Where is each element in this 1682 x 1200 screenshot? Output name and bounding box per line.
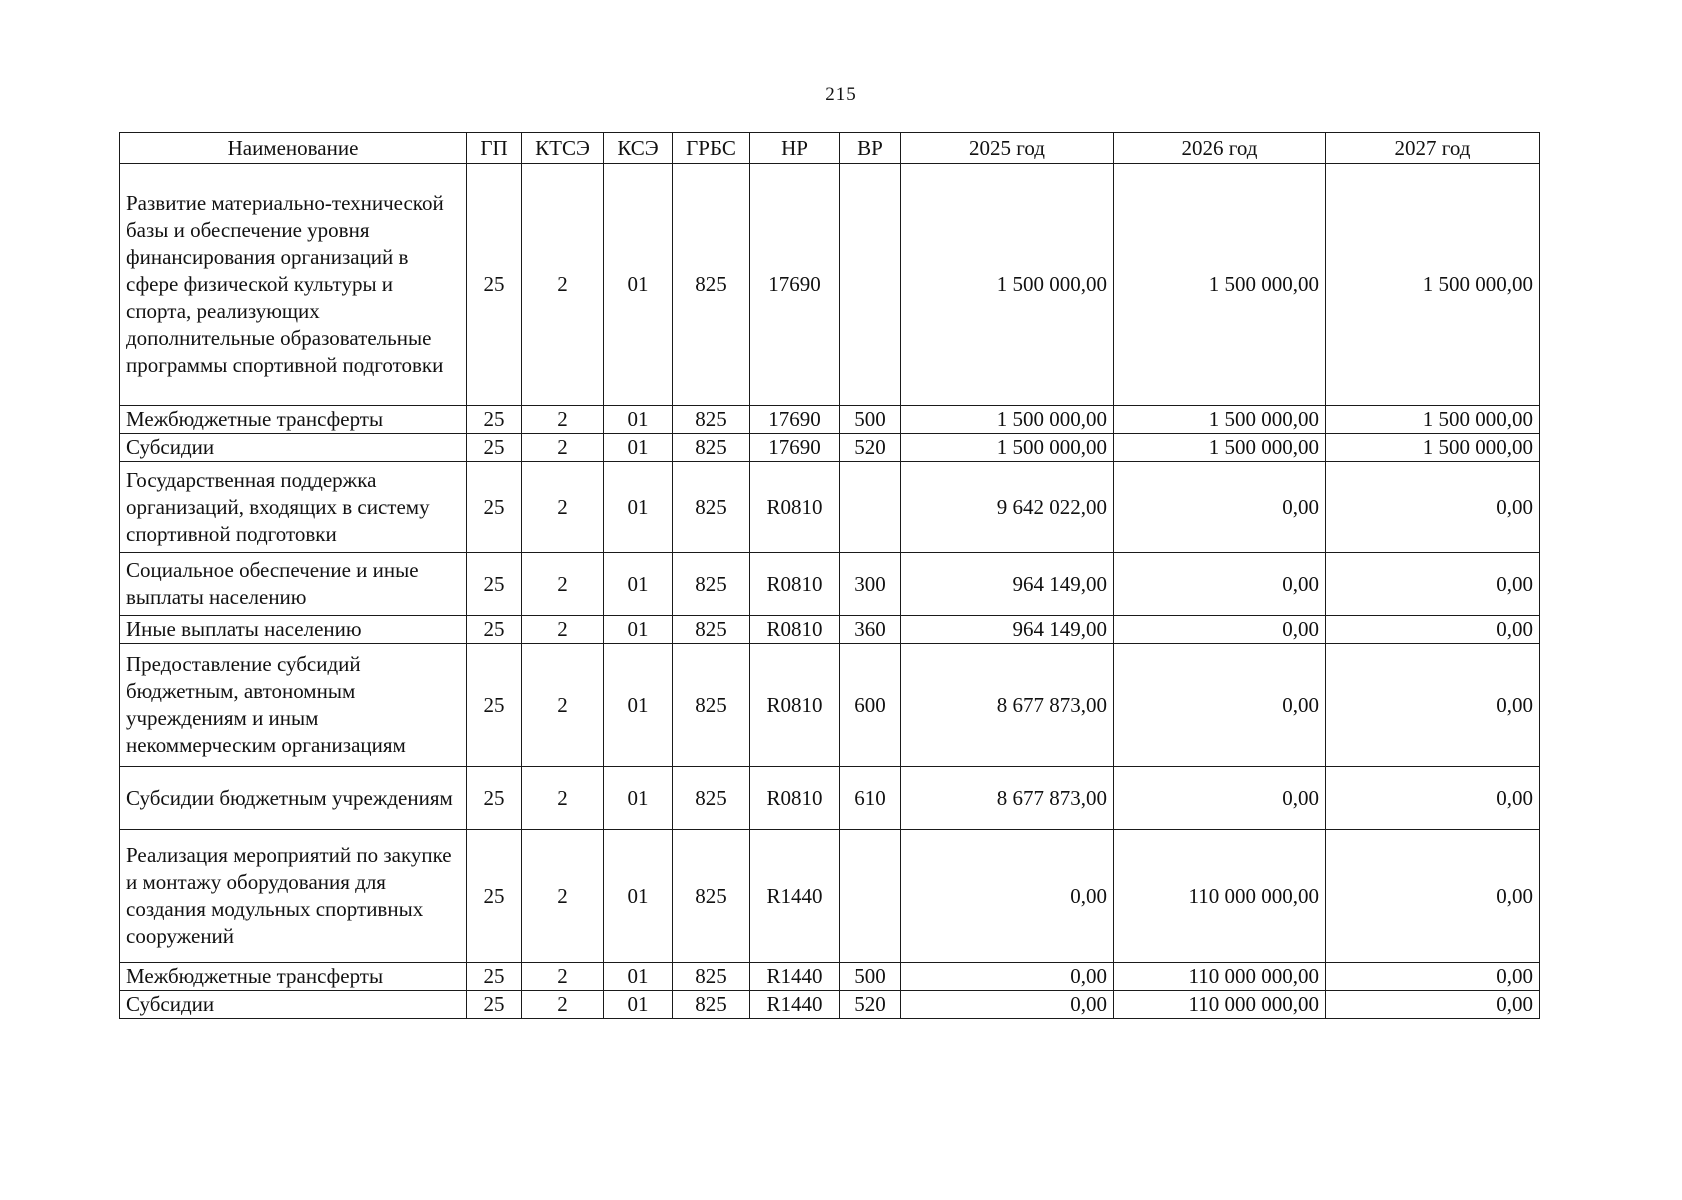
kse-cell: 01 — [604, 164, 673, 406]
amount-2027-cell: 0,00 — [1326, 644, 1540, 767]
ktse-cell: 2 — [522, 164, 604, 406]
vr-cell: 500 — [840, 406, 901, 434]
column-header-2025: 2025 год — [901, 133, 1114, 164]
column-header-kse: КСЭ — [604, 133, 673, 164]
kse-cell: 01 — [604, 644, 673, 767]
vr-cell: 300 — [840, 553, 901, 616]
row-name-cell: Развитие материально-технической базы и обеспечение уровня финансирования организаций в сфере физической культуры и спорта, реализующих дополнительные образовательные программы спортивной подготовки — [120, 164, 467, 406]
grbs-cell: 825 — [673, 767, 750, 830]
gp-cell: 25 — [467, 767, 522, 830]
nr-cell: 17690 — [750, 406, 840, 434]
gp-cell: 25 — [467, 553, 522, 616]
table-row — [120, 434, 1540, 462]
gp-cell: 25 — [467, 830, 522, 963]
ktse-cell: 2 — [522, 406, 604, 434]
nr-cell: R0810 — [750, 553, 840, 616]
kse-cell: 01 — [604, 991, 673, 1019]
ktse-cell: 2 — [522, 991, 604, 1019]
nr-cell: 17690 — [750, 164, 840, 406]
amount-2027-cell: 0,00 — [1326, 991, 1540, 1019]
amount-2026-cell: 1 500 000,00 — [1114, 434, 1326, 462]
ktse-cell: 2 — [522, 434, 604, 462]
amount-2025-cell: 1 500 000,00 — [901, 164, 1114, 406]
amount-2025-cell: 1 500 000,00 — [901, 434, 1114, 462]
row-name-cell: Социальное обеспечение и иные выплаты населению — [120, 553, 467, 616]
amount-2025-cell: 964 149,00 — [901, 616, 1114, 644]
gp-cell: 25 — [467, 462, 522, 553]
gp-cell: 25 — [467, 644, 522, 767]
nr-cell: R1440 — [750, 991, 840, 1019]
amount-2026-cell: 0,00 — [1114, 553, 1326, 616]
table-body — [120, 164, 1540, 1019]
amount-2025-cell: 1 500 000,00 — [901, 406, 1114, 434]
nr-cell: 17690 — [750, 434, 840, 462]
amount-2026-cell: 1 500 000,00 — [1114, 164, 1326, 406]
row-name-cell: Государственная поддержка организаций, входящих в систему спортивной подготовки — [120, 462, 467, 553]
nr-cell: R0810 — [750, 767, 840, 830]
vr-cell — [840, 164, 901, 406]
ktse-cell: 2 — [522, 553, 604, 616]
nr-cell: R0810 — [750, 616, 840, 644]
kse-cell: 01 — [604, 434, 673, 462]
amount-2027-cell: 0,00 — [1326, 553, 1540, 616]
kse-cell: 01 — [604, 553, 673, 616]
ktse-cell: 2 — [522, 616, 604, 644]
amount-2025-cell: 0,00 — [901, 830, 1114, 963]
table-row — [120, 830, 1540, 963]
table-row — [120, 963, 1540, 991]
table-row — [120, 767, 1540, 830]
grbs-cell: 825 — [673, 830, 750, 963]
row-name-cell: Предоставление субсидий бюджетным, автономным учреждениям и иным некоммерческим организациям — [120, 644, 467, 767]
vr-cell — [840, 830, 901, 963]
ktse-cell: 2 — [522, 830, 604, 963]
kse-cell: 01 — [604, 963, 673, 991]
vr-cell — [840, 462, 901, 553]
nr-cell: R0810 — [750, 462, 840, 553]
column-header-vr: ВР — [840, 133, 901, 164]
amount-2027-cell: 1 500 000,00 — [1326, 434, 1540, 462]
amount-2026-cell: 110 000 000,00 — [1114, 830, 1326, 963]
table-row — [120, 644, 1540, 767]
table-header-row — [120, 133, 1540, 164]
row-name-cell: Иные выплаты населению — [120, 616, 467, 644]
gp-cell: 25 — [467, 434, 522, 462]
ktse-cell: 2 — [522, 644, 604, 767]
grbs-cell: 825 — [673, 963, 750, 991]
gp-cell: 25 — [467, 406, 522, 434]
grbs-cell: 825 — [673, 644, 750, 767]
amount-2026-cell: 0,00 — [1114, 644, 1326, 767]
amount-2027-cell: 1 500 000,00 — [1326, 164, 1540, 406]
gp-cell: 25 — [467, 991, 522, 1019]
nr-cell: R1440 — [750, 830, 840, 963]
table-row — [120, 991, 1540, 1019]
grbs-cell: 825 — [673, 434, 750, 462]
amount-2027-cell: 0,00 — [1326, 462, 1540, 553]
nr-cell: R0810 — [750, 644, 840, 767]
row-name-cell: Субсидии бюджетным учреждениям — [120, 767, 467, 830]
amount-2026-cell: 110 000 000,00 — [1114, 963, 1326, 991]
row-name-cell: Межбюджетные трансферты — [120, 406, 467, 434]
grbs-cell: 825 — [673, 991, 750, 1019]
budget-table — [119, 132, 1540, 1019]
vr-cell: 600 — [840, 644, 901, 767]
gp-cell: 25 — [467, 963, 522, 991]
grbs-cell: 825 — [673, 553, 750, 616]
vr-cell: 610 — [840, 767, 901, 830]
column-header-grbs: ГРБС — [673, 133, 750, 164]
ktse-cell: 2 — [522, 963, 604, 991]
row-name-cell: Субсидии — [120, 991, 467, 1019]
table-row — [120, 462, 1540, 553]
ktse-cell: 2 — [522, 767, 604, 830]
amount-2026-cell: 110 000 000,00 — [1114, 991, 1326, 1019]
kse-cell: 01 — [604, 767, 673, 830]
row-name-cell: Межбюджетные трансферты — [120, 963, 467, 991]
amount-2026-cell: 0,00 — [1114, 616, 1326, 644]
amount-2025-cell: 9 642 022,00 — [901, 462, 1114, 553]
table-row — [120, 164, 1540, 406]
vr-cell: 360 — [840, 616, 901, 644]
amount-2025-cell: 964 149,00 — [901, 553, 1114, 616]
column-header-2026: 2026 год — [1114, 133, 1326, 164]
grbs-cell: 825 — [673, 616, 750, 644]
row-name-cell: Реализация мероприятий по закупке и монтажу оборудования для создания модульных спортивных сооружений — [120, 830, 467, 963]
column-header-gp: ГП — [467, 133, 522, 164]
vr-cell: 520 — [840, 434, 901, 462]
amount-2026-cell: 1 500 000,00 — [1114, 406, 1326, 434]
grbs-cell: 825 — [673, 164, 750, 406]
row-name-cell: Субсидии — [120, 434, 467, 462]
table-row — [120, 406, 1540, 434]
column-header-name: Наименование — [120, 133, 467, 164]
amount-2025-cell: 8 677 873,00 — [901, 644, 1114, 767]
nr-cell: R1440 — [750, 963, 840, 991]
grbs-cell: 825 — [673, 462, 750, 553]
column-header-ktse: КТСЭ — [522, 133, 604, 164]
page-number: 215 — [825, 84, 857, 105]
kse-cell: 01 — [604, 406, 673, 434]
amount-2027-cell: 1 500 000,00 — [1326, 406, 1540, 434]
amount-2027-cell: 0,00 — [1326, 963, 1540, 991]
amount-2027-cell: 0,00 — [1326, 767, 1540, 830]
amount-2026-cell: 0,00 — [1114, 767, 1326, 830]
amount-2027-cell: 0,00 — [1326, 616, 1540, 644]
gp-cell: 25 — [467, 616, 522, 644]
amount-2025-cell: 0,00 — [901, 963, 1114, 991]
amount-2026-cell: 0,00 — [1114, 462, 1326, 553]
column-header-nr: НР — [750, 133, 840, 164]
table-row — [120, 616, 1540, 644]
kse-cell: 01 — [604, 462, 673, 553]
amount-2025-cell: 0,00 — [901, 991, 1114, 1019]
gp-cell: 25 — [467, 164, 522, 406]
vr-cell: 520 — [840, 991, 901, 1019]
table-row — [120, 553, 1540, 616]
kse-cell: 01 — [604, 616, 673, 644]
amount-2025-cell: 8 677 873,00 — [901, 767, 1114, 830]
grbs-cell: 825 — [673, 406, 750, 434]
column-header-2027: 2027 год — [1326, 133, 1540, 164]
ktse-cell: 2 — [522, 462, 604, 553]
kse-cell: 01 — [604, 830, 673, 963]
vr-cell: 500 — [840, 963, 901, 991]
amount-2027-cell: 0,00 — [1326, 830, 1540, 963]
